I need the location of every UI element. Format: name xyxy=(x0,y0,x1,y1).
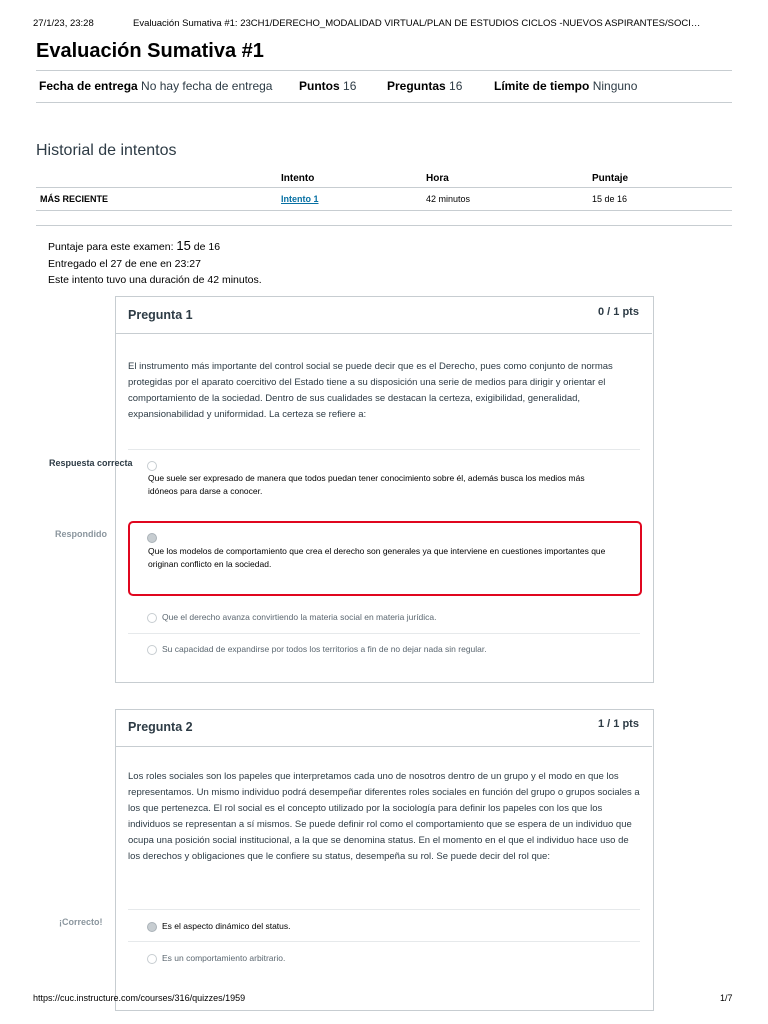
questions-count xyxy=(387,79,462,93)
print-datetime: 27/1/23, 23:28 xyxy=(33,18,94,29)
answer-2b[interactable]: Es un comportamiento arbitrario. xyxy=(162,953,286,963)
exam-score xyxy=(48,238,220,253)
question-1-points: 0 / 1 pts xyxy=(598,306,639,318)
attempt-1-link[interactable]: Intento 1 xyxy=(281,194,319,204)
answer-2a[interactable]: Es el aspecto dinámico del status. xyxy=(162,921,291,931)
points-value: 16 xyxy=(343,79,357,93)
answer-divider xyxy=(128,941,640,942)
row-label-latest: MÁS RECIENTE xyxy=(40,194,109,204)
question-2-title: Pregunta 2 xyxy=(128,720,193,734)
answer-divider xyxy=(128,633,640,634)
col-header-time: Hora xyxy=(426,173,449,184)
time-limit-value: Ninguno xyxy=(592,79,638,93)
col-header-score: Puntaje xyxy=(592,173,629,184)
attempt-time: 42 minutos xyxy=(426,194,471,204)
radio-answer-1b[interactable] xyxy=(147,533,157,543)
submitted-date: Entregado el 27 de ene en 23:27 xyxy=(48,258,201,270)
question-1-text: El instrumento más importante del control social se puede decir que es el Derecho, pues como conjunto de normas protegidas por el aparato coercitivo del Estado tiene a su disposición una serie de medios para dirigir y orientar el comportamiento de la sociedad. Dentro de sus cualidades se destacan la certeza, exigibilidad, generalidad, expansionabilidad y uniformidad. La certeza se refiere a: xyxy=(128,361,613,420)
answer-1a[interactable]: Que suele ser expresado de manera que todos puedan tener conocimiento sobre él, además busca los medios más idóneos para darse a conocer. xyxy=(148,473,585,496)
answer-1c[interactable]: Que el derecho avanza convirtiendo la materia social en materia jurídica. xyxy=(162,612,437,622)
due-date xyxy=(39,79,272,93)
due-date-label: Fecha de entrega xyxy=(39,79,138,93)
label-correct: ¡Correcto! xyxy=(59,917,103,927)
question-1-header-divider xyxy=(116,333,652,334)
attempt-history-title: Historial de intentos xyxy=(36,142,177,159)
question-2-points: 1 / 1 pts xyxy=(598,718,639,730)
divider xyxy=(36,70,732,71)
page-title: Evaluación Sumativa #1 xyxy=(36,40,264,62)
divider xyxy=(36,102,732,103)
answer-1d[interactable]: Su capacidad de expandirse por todos los territorios a fin de no dejar nada sin regular. xyxy=(162,644,487,654)
time-limit-label: Límite de tiempo xyxy=(494,79,590,93)
questions-label: Preguntas xyxy=(387,79,446,93)
radio-answer-1d[interactable] xyxy=(147,645,157,655)
attempt-duration: Este intento tuvo una duración de 42 minutos. xyxy=(48,274,262,286)
footer-url: https://cuc.instructure.com/courses/316/quizzes/1959 xyxy=(33,993,246,1003)
points xyxy=(299,79,356,93)
score-prefix: Puntaje para este examen: xyxy=(48,241,177,253)
answer-divider xyxy=(128,909,640,910)
answer-divider xyxy=(128,449,640,450)
time-limit xyxy=(494,79,637,93)
col-header-attempt: Intento xyxy=(281,173,315,184)
divider xyxy=(36,225,732,226)
print-document-title: Evaluación Sumativa #1: 23CH1/DERECHO_MODALIDAD VIRTUAL/PLAN DE ESTUDIOS CICLOS -NUEVOS ASPIRANTES/SOCI… xyxy=(133,18,701,29)
attempt-score: 15 de 16 xyxy=(592,194,628,204)
questions-value: 16 xyxy=(449,79,463,93)
question-1-title: Pregunta 1 xyxy=(128,308,193,322)
radio-answer-1c[interactable] xyxy=(147,613,157,623)
score-suffix: de 16 xyxy=(190,241,221,253)
answer-1b[interactable]: Que los modelos de comportamiento que crea el derecho son generales ya que interviene en cuestiones importantes que originan conflicto en la sociedad. xyxy=(148,546,606,569)
table-divider xyxy=(36,210,732,211)
radio-answer-2b[interactable] xyxy=(147,954,157,964)
label-answered: Respondido xyxy=(55,529,107,539)
question-2-text: Los roles sociales son los papeles que interpretamos cada uno de nosotros dentro de un grupo y el modo en que los representamos. Un mismo individuo podrá desempeñar diferentes roles sociales en función del grupo o grupos sociales a los que pertenezca. El rol social es el concepto utilizado por la sociología para definir los papeles con los que los individuos se representan a sí mismos. Se puede definir rol como el comportamiento que se espera de un individuo que ocupa una posición social institucional, a la que se denomina status. En el momento en el que el individuo hace uso de los derechos y obligaciones que le confiere su status, desempeña su rol. Se puede decir del rol que: xyxy=(128,771,640,862)
question-2-header-divider xyxy=(116,746,652,747)
footer-page-number: 1/7 xyxy=(720,993,733,1003)
print-header xyxy=(33,18,701,29)
points-label: Puntos xyxy=(299,79,340,93)
radio-answer-2a[interactable] xyxy=(147,922,157,932)
due-date-value: No hay fecha de entrega xyxy=(141,79,273,93)
radio-answer-1a[interactable] xyxy=(147,461,157,471)
score-value: 15 xyxy=(176,238,191,253)
table-divider xyxy=(36,187,732,188)
label-correct-answer: Respuesta correcta xyxy=(49,458,133,468)
